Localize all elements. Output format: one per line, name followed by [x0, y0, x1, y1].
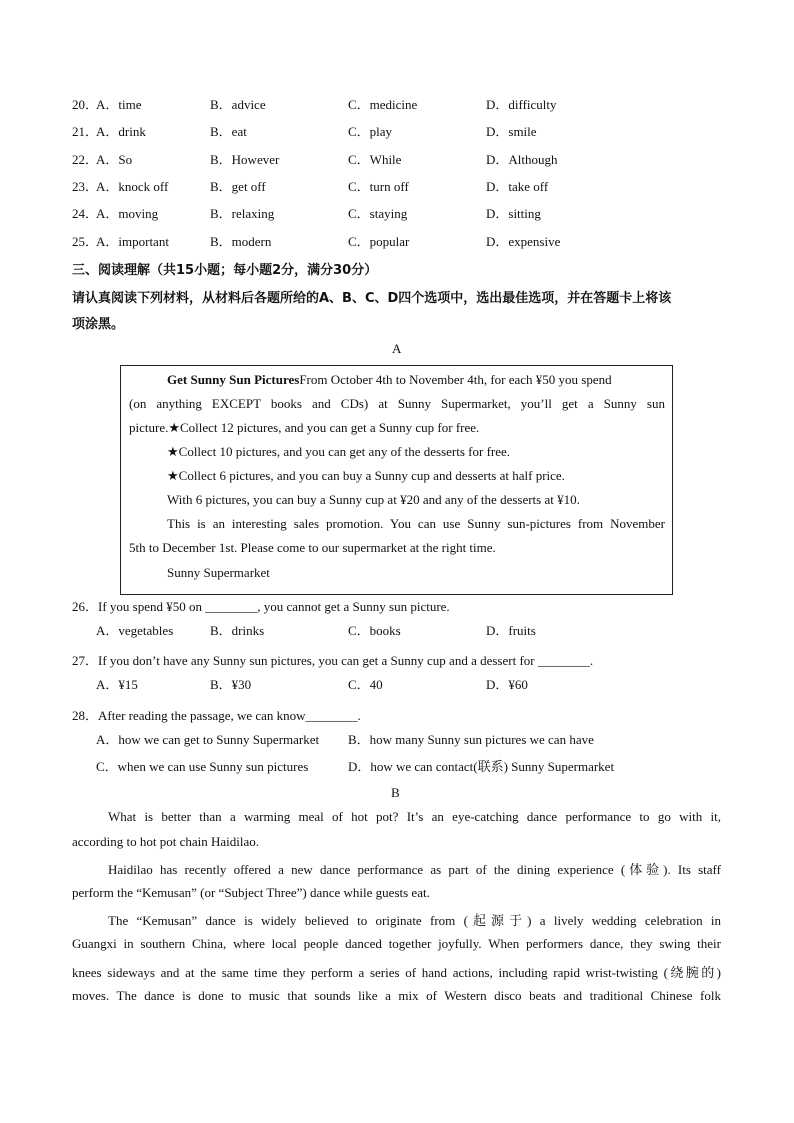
question-28-option-a: A．how we can get to Sunny Supermarket [96, 732, 320, 747]
cloze-option-row [72, 96, 732, 114]
cloze-option-a: A．important [96, 233, 169, 249]
passage-b-p3-line3: knees sideways and at the same time they perform a series of hand actions, including rapid wrist-twisting (绕腕的) [72, 965, 721, 980]
section-instruction-line1: 请认真阅读下列材料，从材料后各题所给的A、B、C、D四个选项中，选出最佳选项，并在答题卡上将该 [72, 291, 672, 306]
cloze-option-d: D．take off [486, 178, 549, 194]
passage-a-line5: ★Collect 6 pictures, and you can buy a Sunny cup and desserts at half price. [167, 468, 565, 483]
cloze-option-c: C．popular [348, 233, 410, 249]
passage-b-p3-line4: moves. The dance is done to music that sounds like a mix of Western disco beats and traditional Chinese folk [72, 988, 721, 1003]
passage-a-line8: 5th to December 1st. Please come to our supermarket at the right time. [129, 540, 496, 555]
question-28-options-row2 [72, 758, 732, 776]
cloze-option-b: B．modern [210, 233, 272, 249]
question-28-options-row1 [72, 731, 732, 749]
question-27-option-d: D．¥60 [486, 677, 528, 692]
question-number: 21． [72, 124, 99, 140]
passage-a-line7: This is an interesting sales promotion. You can use Sunny sun-pictures from November [167, 516, 665, 531]
question-28-option-b: B．how many Sunny sun pictures we can have [348, 732, 594, 747]
question-28-stem: 28．After reading the passage, we can know________. [72, 708, 361, 723]
passage-b-p2-line1: Haidilao has recently offered a new dance performance as part of the dining experience (体验). Its staff [108, 862, 721, 877]
question-28-option-d: D．how we can contact(联系) Sunny Supermarket [348, 759, 615, 774]
question-number: 25． [72, 233, 99, 249]
cloze-option-row [72, 205, 732, 223]
cloze-option-c: C．staying [348, 206, 408, 222]
question-27-stem: 27．If you don’t have any Sunny sun pictures, you can get a Sunny cup and a dessert for ________. [72, 653, 594, 668]
passage-b-label: B [391, 785, 400, 800]
question-26-option-d: D．fruits [486, 623, 536, 638]
question-26-stem: 26．If you spend ¥50 on ________, you cannot get a Sunny sun picture. [72, 599, 450, 614]
question-number: 22． [72, 151, 99, 167]
cloze-option-a: A．drink [96, 124, 146, 140]
passage-a-signature: Sunny Supermarket [167, 565, 270, 580]
cloze-option-row [72, 178, 732, 196]
section-heading: 三、阅读理解（共15小题；每小题2分，满分30分） [72, 263, 378, 278]
cloze-option-c: C．While [348, 151, 402, 167]
passage-a-line1 [167, 368, 665, 392]
passage-a-line2: (on anything EXCEPT books and CDs) at Sunny Supermarket, you’ll get a Sunny sun [129, 396, 665, 411]
question-number: 24． [72, 206, 99, 222]
cloze-option-d: D．sitting [486, 206, 541, 222]
passage-a-box [120, 365, 673, 595]
question-27-options [72, 676, 732, 694]
cloze-option-c: C．medicine [348, 97, 418, 112]
passage-b-p3-line1: The “Kemusan” dance is widely believed to originate from (起源于) a lively wedding celebration in [108, 913, 721, 928]
question-26-options [72, 622, 732, 640]
question-number: 23． [72, 178, 99, 194]
question-27-option-a: A．¥15 [96, 677, 138, 692]
passage-a-line1-rest: From October 4th to November 4th, for each ¥50 you spend [299, 372, 612, 387]
cloze-option-a: A．So [96, 151, 133, 167]
passage-b-p1-line1: What is better than a warming meal of hot pot? It’s an eye-catching dance performance to go with it, [108, 809, 721, 824]
passage-b-p3-line2: Guangxi in southern China, where local people danced together joyfully. When performers dance, they swing their [72, 936, 721, 951]
cloze-option-row [72, 123, 732, 141]
cloze-option-d: D．smile [486, 124, 537, 140]
cloze-option-a: A．moving [96, 206, 159, 222]
cloze-option-row [72, 151, 732, 169]
cloze-option-b: B．relaxing [210, 206, 275, 222]
question-number: 20． [72, 97, 99, 112]
passage-b-p2-line2: perform the “Kemusan” (or “Subject Three”) dance while guests eat. [72, 885, 430, 900]
passage-b-p1-line2: according to hot pot chain Haidilao. [72, 834, 260, 849]
section-instruction-line2: 项涂黑。 [72, 317, 125, 332]
passage-a-line3: picture.★Collect 12 pictures, and you can get a Sunny cup for free. [129, 420, 480, 435]
question-27-option-c: C．40 [348, 677, 383, 692]
passage-a-title: Get Sunny Sun Pictures [167, 372, 300, 387]
cloze-option-c: C．turn off [348, 178, 409, 194]
question-26-option-a: A．vegetables [96, 623, 174, 638]
cloze-option-b: B．advice [210, 97, 266, 112]
cloze-option-row [72, 233, 732, 251]
cloze-option-d: D．expensive [486, 233, 561, 249]
cloze-option-b: B．eat [210, 124, 247, 140]
cloze-option-d: D．Although [486, 151, 558, 167]
passage-a-line6: With 6 pictures, you can buy a Sunny cup at ¥20 and any of the desserts at ¥10. [167, 492, 580, 507]
question-28-option-c: C．when we can use Sunny sun pictures [96, 759, 309, 774]
passage-a-label: A [392, 341, 402, 356]
question-27-option-b: B．¥30 [210, 677, 252, 692]
cloze-option-d: D．difficulty [486, 97, 557, 112]
passage-a-line4: ★Collect 10 pictures, and you can get any of the desserts for free. [167, 444, 511, 459]
cloze-option-b: B．However [210, 151, 280, 167]
cloze-option-c: C．play [348, 124, 393, 140]
cloze-option-a: A．time [96, 97, 142, 112]
cloze-option-b: B．get off [210, 178, 266, 194]
cloze-option-a: A．knock off [96, 178, 169, 194]
question-26-option-c: C．books [348, 623, 401, 638]
question-26-option-b: B．drinks [210, 623, 265, 638]
